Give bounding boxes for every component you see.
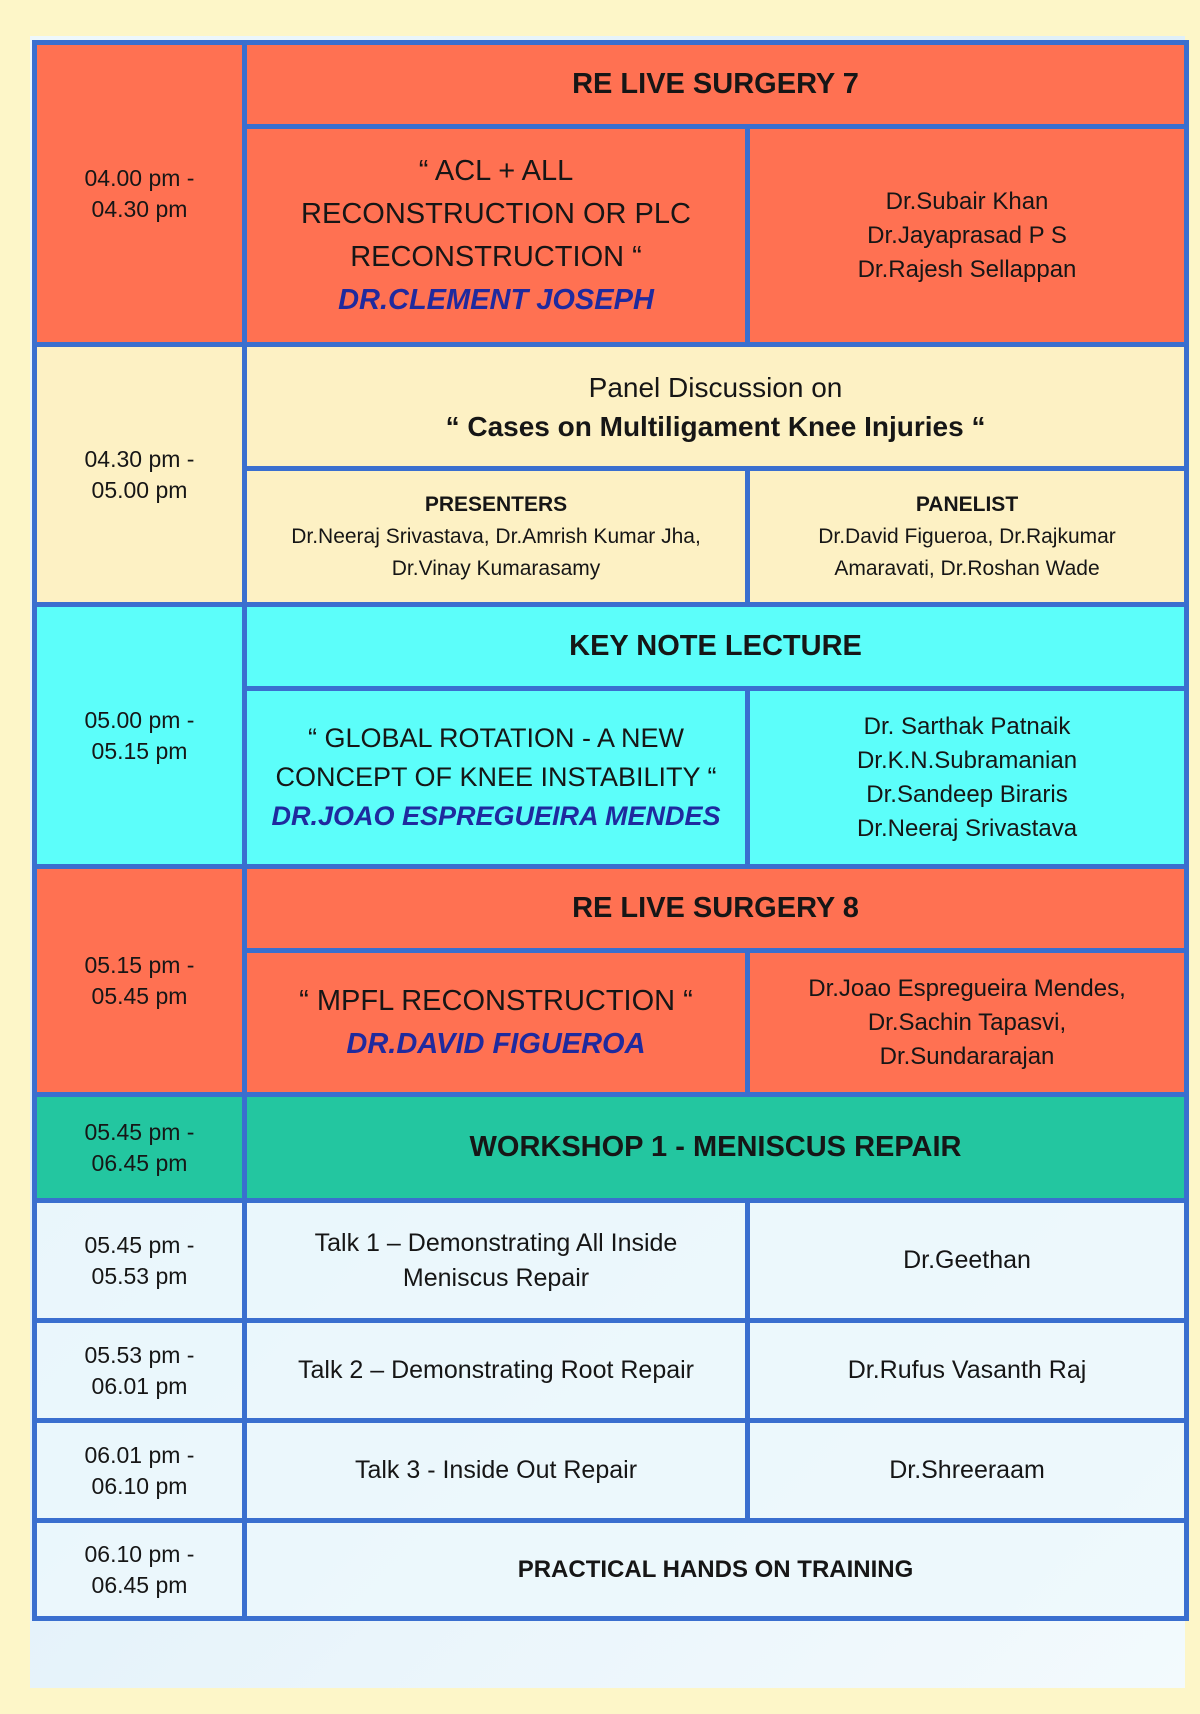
time-start: 04.30 pm - [84, 445, 195, 472]
session-header-live-surgery-8: RE LIVE SURGERY 8 [245, 867, 1187, 951]
panelist-cell [748, 469, 1187, 605]
panel-topic: “ Cases on Multiligament Knee Injuries “ [445, 410, 986, 442]
talk-topic-cell [245, 1201, 748, 1321]
topic-line: Talk 1 – Demonstrating All Inside [314, 1228, 678, 1257]
time-slot-1 [35, 43, 245, 345]
time-start: 05.00 pm - [84, 706, 195, 733]
time-end: 06.10 pm [91, 1472, 188, 1499]
moderator-name: Dr.Jayaprasad P S [867, 221, 1067, 249]
moderator-name: Dr.Rajesh Sellappan [857, 255, 1077, 283]
topic-line: CONCEPT OF KNEE INSTABILITY “ [275, 762, 717, 792]
time-start: 05.53 pm - [84, 1341, 195, 1368]
topic-line: Meniscus Repair [402, 1263, 590, 1292]
topic-line: “ ACL + ALL [418, 154, 574, 187]
panel-intro: Panel Discussion on [588, 371, 843, 403]
time-end: 05.45 pm [91, 982, 188, 1009]
time-end: 06.01 pm [91, 1372, 188, 1399]
presenter-names: Dr.Neeraj Srivastava, Dr.Amrish Kumar Jha, [291, 524, 701, 548]
panelist-names: Dr.David Figueroa, Dr.Rajkumar [818, 524, 1116, 548]
session-header-workshop: WORKSHOP 1 - MENISCUS REPAIR [245, 1095, 1187, 1201]
moderators-cell [748, 951, 1187, 1095]
speaker-name: DR.DAVID FIGUEROA [346, 1027, 646, 1060]
time-start: 06.01 pm - [84, 1441, 195, 1468]
topic-line: RECONSTRUCTION OR PLC [301, 197, 691, 230]
time-slot-2 [35, 345, 245, 605]
session-header-panel-discussion [245, 345, 1187, 469]
time-slot-practical [35, 1521, 245, 1619]
talk-speaker-cell: Dr.Geethan [748, 1201, 1187, 1321]
session-topic-cell [245, 127, 748, 345]
session-topic-cell [245, 689, 748, 867]
time-end: 06.45 pm [91, 1149, 188, 1176]
moderator-name: Dr.K.N.Subramanian [856, 746, 1078, 774]
talk-topic-cell: Talk 2 – Demonstrating Root Repair [245, 1321, 748, 1421]
session-header-keynote: KEY NOTE LECTURE [245, 605, 1187, 689]
time-end: 05.15 pm [91, 737, 188, 764]
moderators-cell [748, 689, 1187, 867]
moderator-name: Dr.Subair Khan [885, 187, 1049, 215]
moderators-cell [748, 127, 1187, 345]
time-start: 06.10 pm - [84, 1540, 195, 1567]
moderator-name: Dr. Sarthak Patnaik [863, 712, 1071, 740]
moderator-name: Dr.Sundararajan [879, 1042, 1055, 1070]
time-slot-talk-1 [35, 1201, 245, 1321]
moderator-name: Dr.Sachin Tapasvi, [867, 1008, 1067, 1036]
talk-speaker-cell: Dr.Rufus Vasanth Raj [748, 1321, 1187, 1421]
speaker-name: DR.JOAO ESPREGUEIRA MENDES [271, 801, 721, 831]
session-header-live-surgery-7: RE LIVE SURGERY 7 [245, 43, 1187, 127]
speaker-name: DR.CLEMENT JOSEPH [338, 283, 654, 316]
panelist-label: PANELIST [915, 492, 1019, 516]
session-header-practical: PRACTICAL HANDS ON TRAINING [245, 1521, 1187, 1619]
presenters-label: PRESENTERS [424, 492, 568, 516]
time-end: 04.30 pm [91, 195, 188, 222]
presenter-names: Dr.Vinay Kumarasamy [391, 556, 601, 580]
presenters-cell [245, 469, 748, 605]
topic-line: “ MPFL RECONSTRUCTION “ [299, 984, 693, 1017]
time-start: 05.45 pm - [84, 1118, 195, 1145]
time-slot-3 [35, 605, 245, 867]
time-end: 05.00 pm [91, 476, 188, 503]
time-start: 05.15 pm - [84, 951, 195, 978]
panelist-names: Amaravati, Dr.Roshan Wade [834, 556, 1100, 580]
time-slot-talk-3 [35, 1421, 245, 1521]
time-end: 05.53 pm [91, 1262, 188, 1289]
time-slot-talk-2 [35, 1321, 245, 1421]
talk-topic-cell: Talk 3 - Inside Out Repair [245, 1421, 748, 1521]
session-topic-cell [245, 951, 748, 1095]
time-slot-5 [35, 1095, 245, 1201]
time-start: 05.45 pm - [84, 1231, 195, 1258]
moderator-name: Dr.Joao Espregueira Mendes, [808, 974, 1126, 1002]
schedule-table [32, 40, 1189, 1621]
time-end: 06.45 pm [91, 1571, 188, 1598]
time-start: 04.00 pm - [84, 164, 195, 191]
moderator-name: Dr.Sandeep Biraris [866, 780, 1068, 808]
topic-line: “ GLOBAL ROTATION - A NEW [307, 723, 685, 753]
topic-line: RECONSTRUCTION “ [350, 240, 642, 273]
time-slot-4 [35, 867, 245, 1095]
moderator-name: Dr.Neeraj Srivastava [856, 814, 1078, 842]
talk-speaker-cell: Dr.Shreeraam [748, 1421, 1187, 1521]
